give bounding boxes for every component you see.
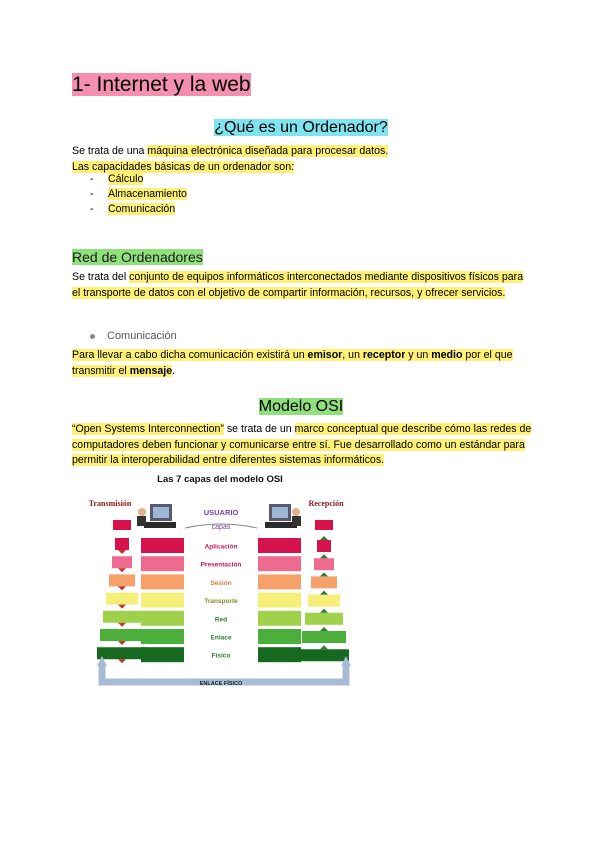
transmission-arrow	[103, 611, 141, 623]
arrow-down-icon	[118, 659, 126, 663]
computer-right-icon	[265, 504, 301, 528]
transmission-arrow	[115, 538, 129, 550]
paragraph-ordenador-def: Se trata de una máquina electrónica diseñada para procesar datos. Las capacidades básicas de un ordenador son:	[72, 145, 389, 173]
capas-label: capas	[211, 524, 231, 531]
list-item: - Comunicación	[90, 202, 187, 217]
usuario-label: USUARIO	[203, 508, 239, 517]
section-heading-osi: Modelo OSI	[258, 398, 344, 415]
page-title: 1- Internet y la web	[72, 73, 251, 96]
arrow-down-icon	[118, 550, 126, 554]
layer-label: Presentación	[200, 561, 242, 569]
diagram-title: Las 7 capas del modelo OSI	[157, 474, 283, 485]
transmission-arrow	[100, 629, 144, 641]
section-heading-red: Red de Ordenadores	[72, 249, 203, 265]
layer-bar-left	[141, 611, 184, 626]
arrow-up-icon	[320, 572, 328, 576]
layer-label: Sesión	[210, 579, 232, 587]
transmission-arrow	[112, 556, 132, 568]
osi-diagram-svg	[80, 470, 357, 692]
transmision-label: Transmisión	[88, 499, 132, 508]
arrow-down-icon	[118, 641, 126, 645]
layer-label: Aplicación	[204, 543, 238, 551]
arrow-down-icon	[118, 586, 126, 590]
bullet-comunicacion: Comunicación	[90, 329, 177, 343]
layer-bar-right	[258, 611, 301, 626]
reception-arrow	[302, 631, 346, 643]
arrow-down-icon	[118, 623, 126, 627]
layer-bar-left	[141, 538, 184, 553]
paragraph-red-def: Se trata del conjunto de equipos informáticos interconectados mediante dispositivos físicos para el transporte de datos con el objetivo de compartir información, recursos, y ofrecer servicios.	[72, 271, 524, 299]
layer-bar-left	[141, 574, 184, 589]
transmission-arrow	[106, 593, 138, 605]
arrow-up-icon	[320, 609, 328, 613]
layer-bar-right	[258, 647, 301, 662]
layer-label: Red	[214, 616, 228, 624]
computer-left-icon	[137, 504, 176, 528]
arrow-up-icon	[320, 627, 328, 631]
capacidades-list	[90, 172, 187, 217]
section-heading-ordenador: ¿Qué es un Ordenador?	[214, 119, 388, 136]
layer-bar-left	[141, 593, 184, 608]
layer-bar-right	[258, 556, 301, 571]
arrow-up-icon	[320, 554, 328, 558]
arrow-down-icon	[118, 568, 126, 572]
paragraph-osi-def: “Open Systems Interconnection” se trata de un marco conceptual que describe cómo las redes de computadores deben funcionar y comunicarse entre sí. Fue desarrollado como un estándar para permitir la interoperabilidad entre diferentes sistemas informáticos.	[72, 423, 532, 466]
reception-arrow	[305, 613, 343, 625]
layer-label: Transporte	[204, 598, 238, 606]
reception-arrow	[317, 540, 331, 552]
reception-arrow	[299, 649, 349, 661]
transmission-arrow	[97, 647, 147, 659]
layer-label: Enlace	[210, 634, 232, 642]
layer-bar-left	[141, 556, 184, 571]
osi-diagram	[80, 470, 357, 692]
reception-arrow	[314, 558, 334, 570]
arrow-down-icon	[118, 605, 126, 609]
arrow-up-icon	[320, 645, 328, 649]
layer-bar-left	[141, 629, 184, 644]
layer-bar-right	[258, 574, 301, 589]
layer-bar-left	[141, 647, 184, 662]
reception-arrow	[308, 595, 340, 607]
reception-arrow	[311, 576, 337, 588]
arrow-up-icon	[320, 536, 328, 540]
transmission-arrow	[109, 574, 135, 586]
layer-bar-right	[258, 593, 301, 608]
list-item: - Almacenamiento	[90, 187, 187, 202]
layer-label: Físico	[211, 652, 231, 660]
layer-bar-right	[258, 538, 301, 553]
top-layer-box	[315, 520, 333, 530]
list-item: - Cálculo	[90, 172, 187, 187]
recepcion-label: Recepción	[308, 499, 344, 508]
top-layer-box	[113, 520, 131, 530]
bullet-dot-icon	[90, 334, 95, 339]
layer-bar-right	[258, 629, 301, 644]
paragraph-comunicacion: Para llevar a cabo dicha comunicación existirá un emisor, un receptor y un medio por el que transmitir el mensaje.	[72, 349, 513, 377]
enlace-fisico-label: ENLACE FÍSICO	[199, 681, 243, 687]
arrow-up-icon	[320, 591, 328, 595]
